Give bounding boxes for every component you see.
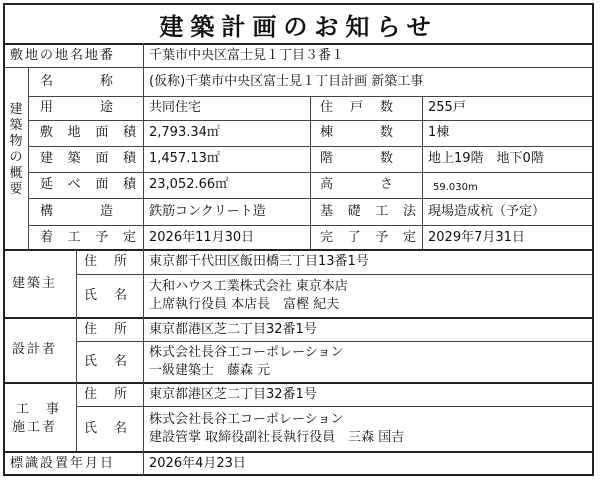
height-value: 59.030m	[433, 182, 478, 193]
site-address-label: 敷地の地名地番	[10, 48, 116, 63]
designer-name-line1: 株式会社長谷工コーポレーション	[149, 345, 344, 360]
owner-label: 建築主	[12, 276, 58, 291]
site-area-label: 敷 地 面 積	[40, 125, 136, 140]
designer-name-line2: 一級建築士 藤森 元	[149, 363, 271, 378]
contractor-label-1: 工 事	[16, 402, 62, 417]
units-value: 255戸	[428, 100, 466, 115]
designer-label: 設計者	[12, 342, 58, 357]
completion-label: 完 了 予 定	[320, 230, 416, 245]
name-value: (仮称)千葉市中央区富士見１丁目計画 新築工事	[149, 74, 424, 89]
divider	[310, 96, 311, 249]
divider	[143, 67, 144, 249]
designer-name-label: 氏 名	[84, 354, 130, 369]
site-address-value: 千葉市中央区富士見１丁目３番１	[149, 48, 345, 63]
owner-name-line2: 上席執行役員 本店長 富樫 紀夫	[149, 297, 340, 312]
foundation-label: 基 礎 工 法	[320, 204, 416, 219]
contractor-name-label: 氏 名	[84, 421, 130, 436]
use-label: 用 途	[40, 100, 116, 115]
building-overview-label: 建 築 物 の 概 要	[9, 102, 23, 197]
floors-label: 階 数	[320, 151, 396, 166]
designer-address-label: 住 所	[84, 322, 130, 337]
foundation-value: 現場造成杭（予定）	[428, 204, 546, 219]
units-label: 住 戸 数	[320, 100, 396, 115]
divider	[76, 341, 592, 342]
divider	[5, 317, 592, 319]
sign-date-value: 2026年4月23日	[149, 456, 246, 471]
completion-value: 2029年7月31日	[428, 230, 525, 245]
owner-address-label: 住 所	[84, 254, 130, 269]
divider	[5, 451, 592, 453]
height-label: 高 さ	[320, 177, 396, 192]
contractor-label-2: 施工者	[12, 420, 58, 435]
contractor-address-label: 住 所	[84, 387, 130, 402]
name-label: 名 称	[40, 74, 116, 89]
divider	[76, 249, 77, 451]
site-area-value: 2,793.34㎡	[149, 125, 220, 140]
structure-label: 構 造	[40, 204, 116, 219]
structure-value: 鉄筋コンクリート造	[149, 204, 266, 219]
buildings-value: 1棟	[428, 125, 450, 140]
use-value: 共同住宅	[149, 100, 202, 115]
floors-value: 地上19階 地下0階	[428, 151, 544, 166]
owner-address: 東京都千代田区飯田橋三丁目13番1号	[149, 254, 369, 269]
owner-name-line1: 大和ハウス工業株式会社 東京本店	[149, 279, 348, 294]
contractor-address: 東京都港区芝二丁目32番1号	[149, 387, 317, 402]
divider	[76, 274, 592, 275]
contractor-name-line2: 建設管掌 取締役副社長執行役員 三森 国吉	[149, 430, 405, 445]
divider	[28, 67, 29, 249]
divider	[5, 67, 592, 68]
owner-name-label: 氏 名	[84, 288, 130, 303]
divider	[422, 96, 423, 249]
start-label: 着 工 予 定	[40, 230, 136, 245]
sign-date-label: 標識設置年月日	[10, 456, 116, 471]
divider	[143, 43, 144, 68]
building-area-label: 建 築 面 積	[40, 151, 136, 166]
contractor-name-line1: 株式会社長谷工コーポレーション	[149, 412, 344, 427]
total-floor-area-label: 延 べ 面 積	[40, 177, 136, 192]
divider	[5, 382, 592, 384]
total-floor-area-value: 23,052.66㎡	[149, 177, 229, 192]
buildings-label: 棟 数	[320, 125, 396, 140]
start-value: 2026年11月30日	[149, 230, 255, 245]
divider	[5, 43, 592, 45]
building-area-value: 1,457.13㎡	[149, 151, 220, 166]
designer-address: 東京都港区芝二丁目32番1号	[149, 322, 317, 337]
notice-title: 建築計画のお知らせ	[159, 12, 438, 41]
divider	[143, 249, 144, 451]
divider	[5, 249, 592, 251]
divider	[76, 406, 592, 407]
divider	[143, 451, 144, 476]
